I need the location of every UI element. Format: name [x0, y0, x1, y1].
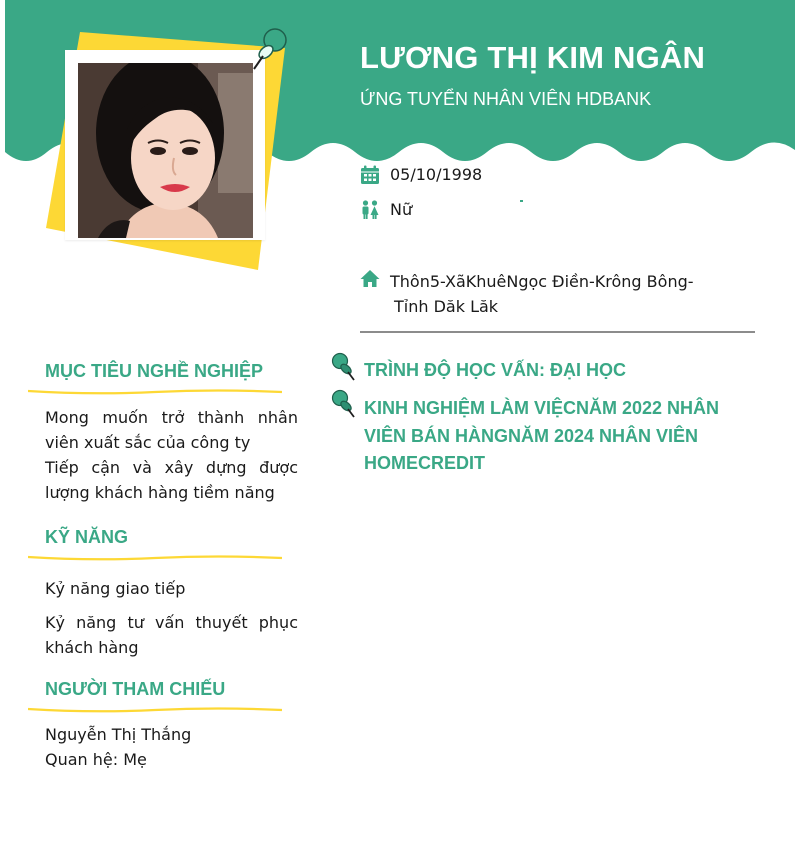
- decorative-dot: [520, 200, 523, 202]
- info-divider: [360, 331, 755, 333]
- pushpin-icon: [250, 26, 290, 72]
- pushpin-icon: [330, 352, 356, 382]
- skill-item-1: Kỷ năng giao tiếp: [45, 579, 186, 598]
- objective-underline: [28, 387, 282, 397]
- info-address: [360, 269, 720, 319]
- education-title: TRÌNH ĐỘ HỌC VẤN: ĐẠI HỌC: [364, 360, 626, 380]
- address-line-1: Thôn5-XãKhuêNgọc Điền-Krông Bông-: [390, 272, 694, 291]
- calendar-icon: [360, 165, 380, 185]
- applied-position: ỨNG TUYỂN NHÂN VIÊN HDBANK: [360, 89, 652, 109]
- skills-underline: [28, 553, 282, 563]
- education-item: [330, 352, 744, 385]
- profile-photo: [78, 63, 253, 238]
- people-icon: [360, 200, 380, 220]
- reference-title: NGƯỜI THAM CHIẾU: [45, 679, 226, 699]
- experience-title: KINH NGHIỆM LÀM VIỆCNĂM 2022 NHÂN VIÊN BÁN HÀNGNĂM 2024 NHÂN VIÊN HOMECREDIT: [364, 398, 720, 473]
- candidate-name: LƯƠNG THỊ KIM NGÂN: [360, 40, 706, 75]
- dob-value: 05/10/1998: [390, 165, 483, 184]
- objective-text: [45, 405, 298, 505]
- pushpin-icon: [330, 389, 356, 419]
- experience-item: [330, 389, 744, 478]
- objective-line-2: Tiếp cận và xây dựng được lượng khách hàng tiềm năng: [45, 458, 298, 502]
- address-line-2: Tỉnh Dăk Lăk: [394, 297, 499, 316]
- info-gender: [360, 200, 412, 220]
- home-icon: [360, 269, 380, 289]
- reference-text: [45, 722, 298, 772]
- reference-name: Nguyễn Thị Thắng: [45, 725, 192, 744]
- gender-value: Nữ: [390, 200, 413, 219]
- skills-title: KỸ NĂNG: [45, 527, 129, 547]
- address-value: [390, 269, 720, 319]
- reference-relation: Quan hệ: Mẹ: [45, 750, 147, 769]
- info-dob: [360, 165, 482, 185]
- reference-underline: [28, 705, 282, 715]
- objective-title: MỤC TIÊU NGHỀ NGHIỆP: [45, 361, 264, 381]
- objective-line-1: Mong muốn trở thành nhân viên xuất sắc của công ty: [45, 408, 298, 452]
- skill-item-2: Kỷ năng tư vấn thuyết phục khách hàng: [45, 613, 298, 657]
